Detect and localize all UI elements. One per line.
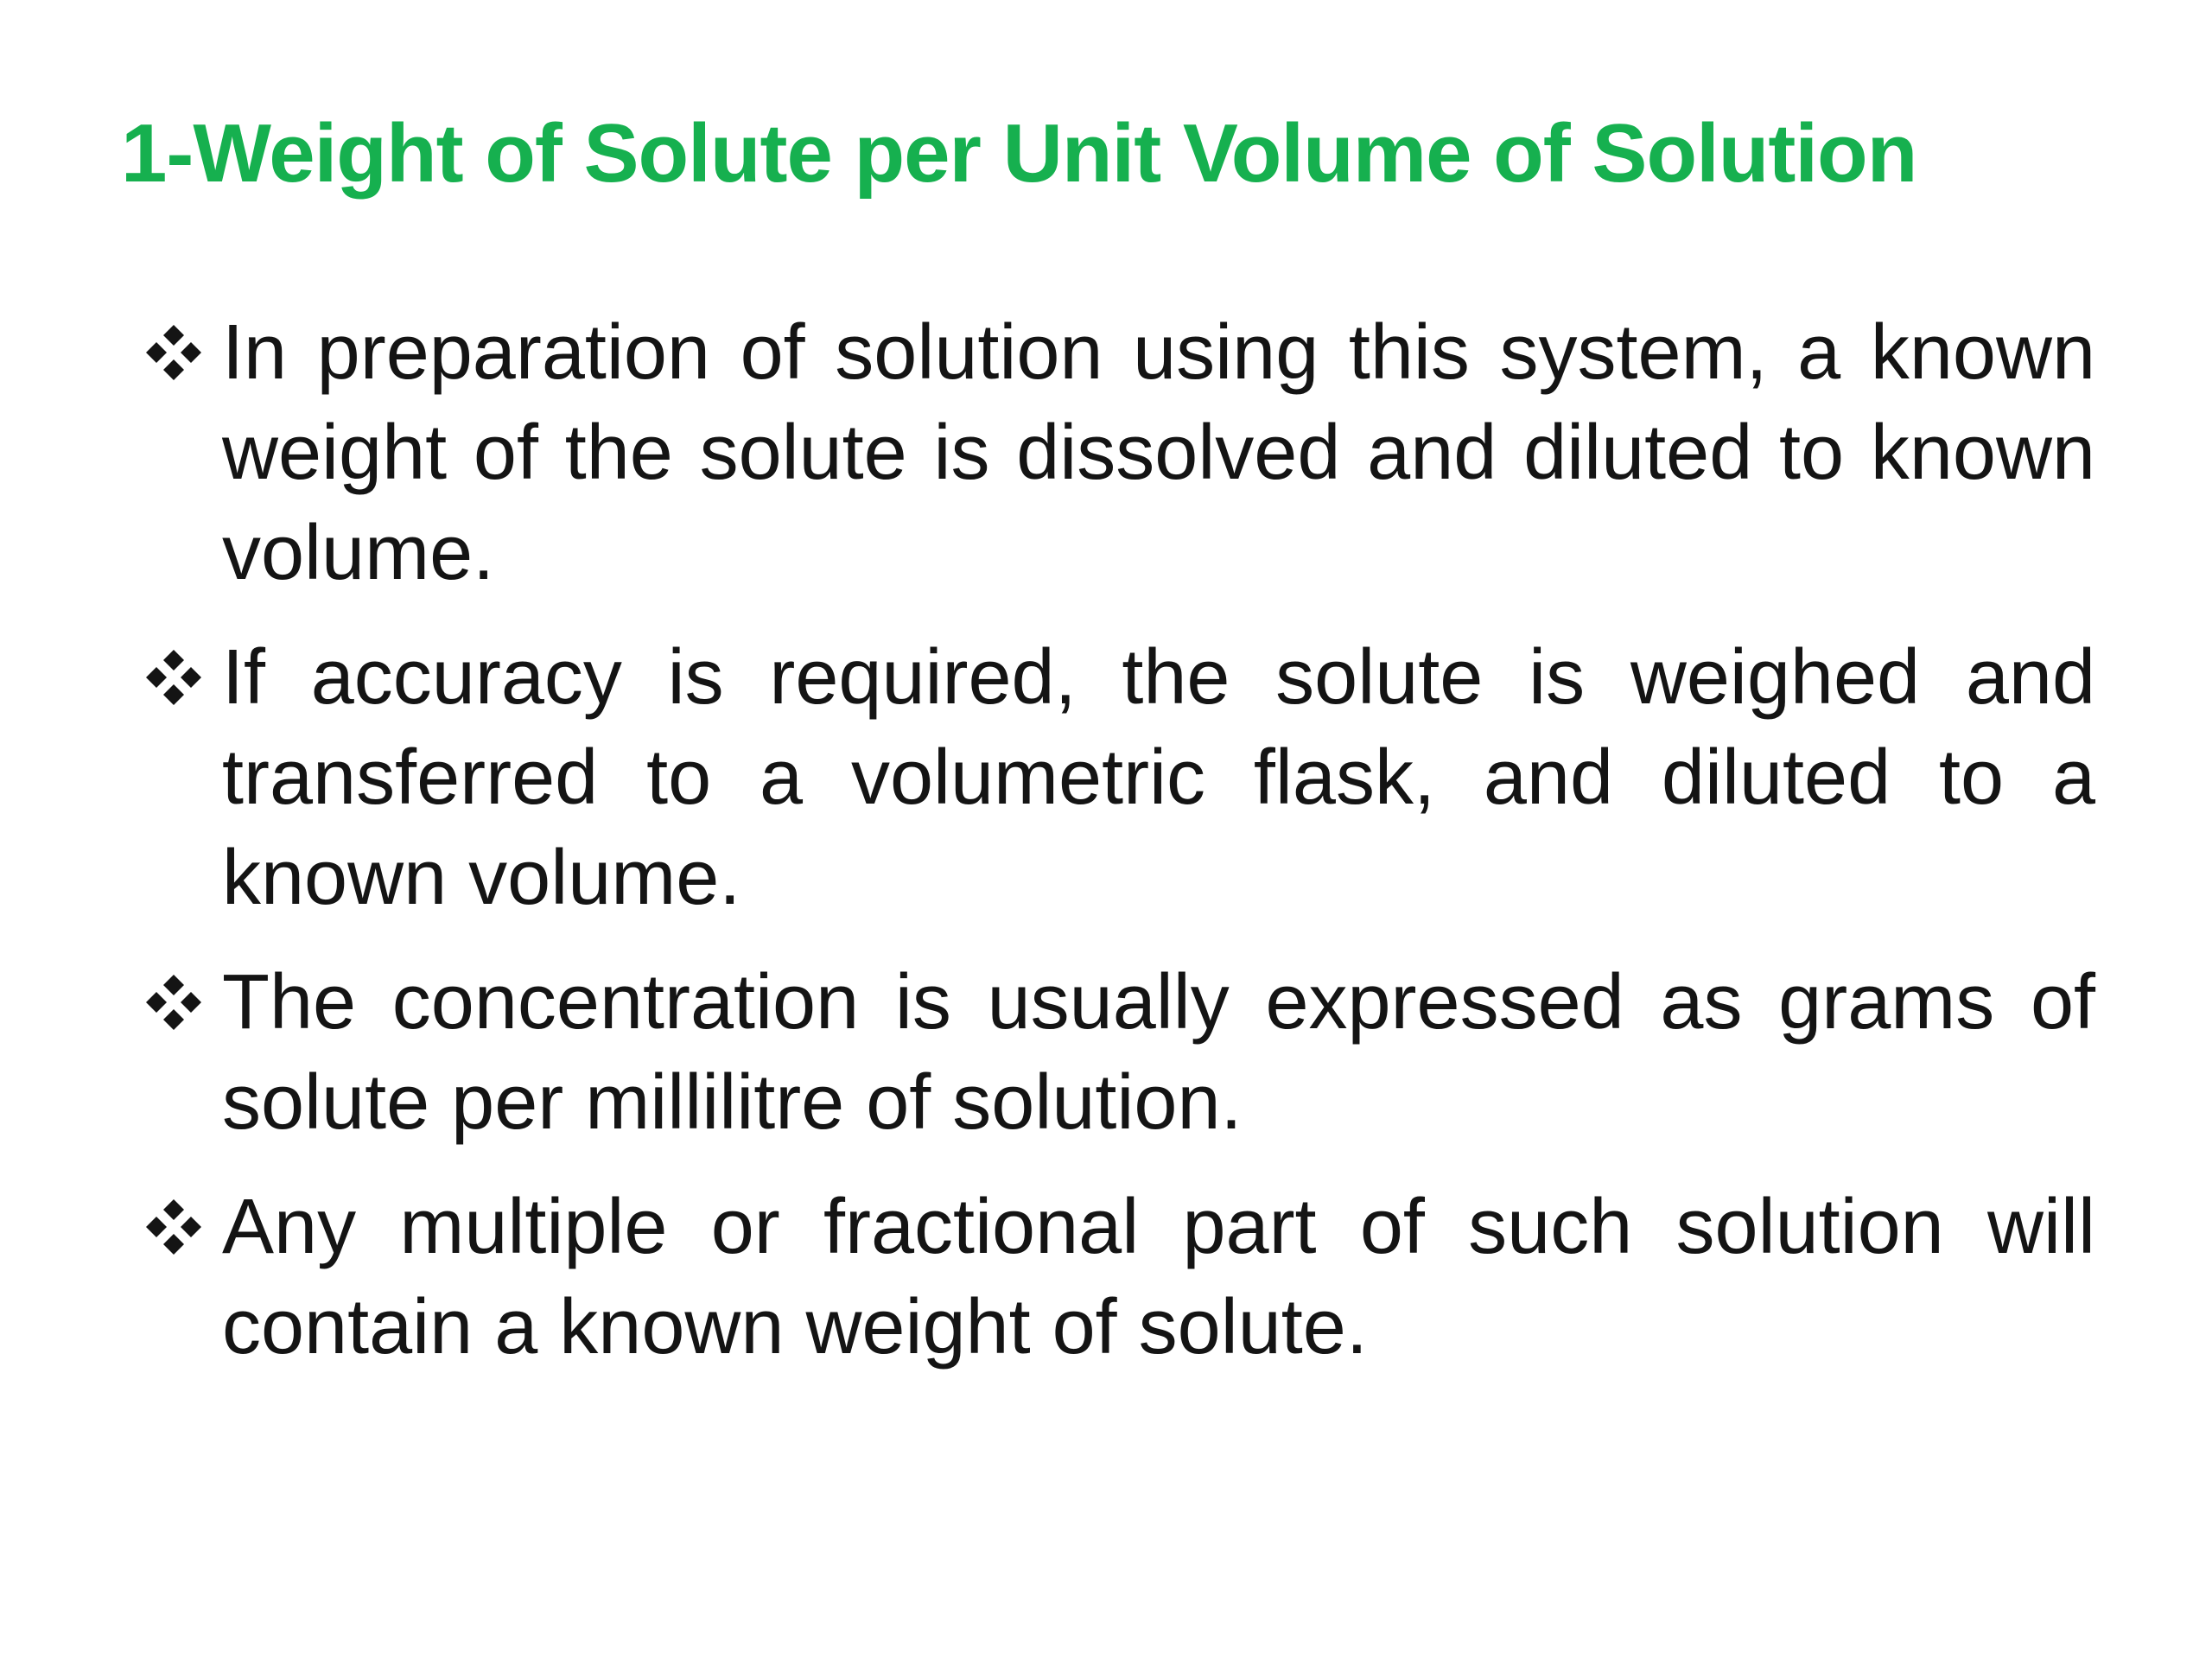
bullet-text: In preparation of solution using this system, a known weight of the solute is dissolved and diluted to known volume. [222, 309, 2095, 596]
bullet-item [143, 1177, 2095, 1377]
four-diamond-icon [143, 1196, 205, 1258]
four-diamond-icon [143, 646, 205, 709]
four-diamond-icon [143, 971, 205, 1033]
bullet-list [143, 302, 2095, 1402]
four-diamond-icon [143, 321, 205, 384]
bullet-text: The concentration is usually expressed as grams of solute per millilitre of solution. [222, 959, 2095, 1146]
slide-title: 1-Weight of Solute per Unit Volume of Solution [121, 107, 1917, 200]
bullet-item [143, 952, 2095, 1153]
bullet-text: Any multiple or fractional part of such solution will contain a known weight of solute. [222, 1184, 2095, 1370]
bullet-text: If accuracy is required, the solute is weighed and transferred to a volumetric flask, and diluted to a known volume. [222, 634, 2095, 921]
bullet-item [143, 302, 2095, 603]
bullet-item [143, 627, 2095, 928]
